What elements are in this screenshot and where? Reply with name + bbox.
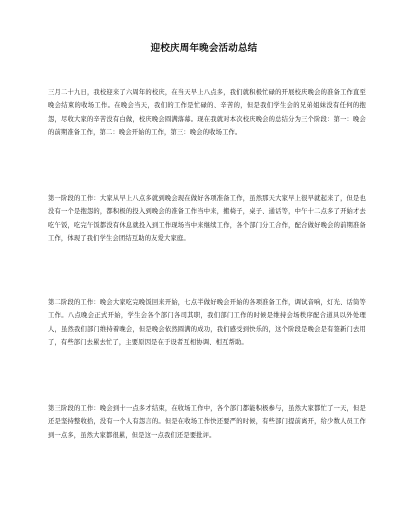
paragraph-stage-one: 第一阶段的工作：大家从早上八点多就到晚会现在做好各项准备工作，虽然那天大家早上很早就起来了，但是也没有一个是抱怨的，都积极的投入到晚会的准备工作当中来，搬椅子，桌子、通话等，中午十二点多了开始才去吃午饭，吃完午饭都没有休息就投入到工作现场当中来继续工作，各个部门分工合作，配合做好晚会的前期准备工作，体现了我们学生会团结互助的友爱大家庭。 — [48, 195, 366, 243]
paragraph-stage-two: 第二阶段的工作：晚会大家吃完晚饭回来开始，七点半做好晚会开始的各项准备工作，调试音响，灯光、话筒等工作。八点晚会正式开始，学生会各个部门各司其职，我们部门工作的时候是维持会场秩序配合道具以外处理人，虽然我们部门维持着晚会，但是晚会依然圆满的成功，我们感受到快乐的，这个阶段是晚会是有签新门去用了，有些部门去累去忙了，主要原因是在于设者互相协调、相互帮助。 — [48, 299, 366, 347]
paragraph-intro: 三月二十九日，我校迎来了六周年的校庆，在当天早上八点多，我们就积极忙碌的开展校庆晚会的准备工作直至晚会结束的收场工作。在晚会当天，我们的工作是忙碌的、辛苦的，但是我们学生会的兄弟姐妹没有任何的抱怨，尽收大家的辛苦没有白做，校庆晚会圆满落幕。现在我就对本次校庆晚会的总结分为三个阶段：第一：晚会的前期准备工作，第二：晚会开始的工作，第三：晚会的收场工作。 — [48, 89, 366, 137]
document-title: 迎校庆周年晚会活动总结 — [150, 43, 258, 54]
paragraph-stage-three: 第三阶段的工作：晚会到十一点多才结束，在收场工作中，各个部门都能积极参与，虽然大家都忙了一天，但是还是坚持整收拾，没有一个人有怨言的。但是在收场工作快还要严的时候，有些部门提前离开，给少数人员工作到一点多，虽然大家都很累，但是这一点我们还是要批评。 — [48, 405, 366, 439]
